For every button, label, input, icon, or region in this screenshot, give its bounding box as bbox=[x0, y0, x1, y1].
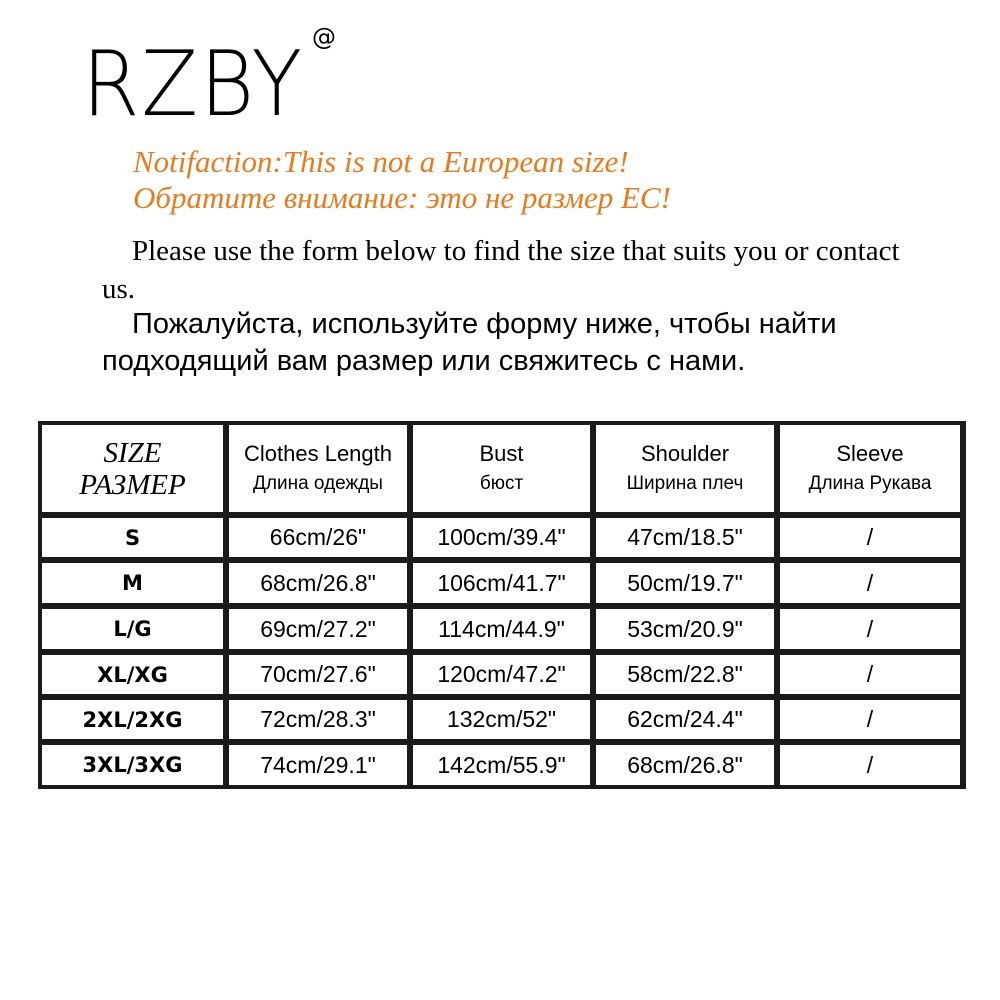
size-label: L/G bbox=[40, 607, 225, 651]
column-header-ru: бюст bbox=[479, 472, 524, 494]
measurement-cell: 100cm/39.4" bbox=[411, 516, 592, 559]
measurement-cell: / bbox=[778, 561, 962, 605]
measurement-cell: 62cm/24.4" bbox=[594, 698, 776, 741]
size-label: 2XL/2XG bbox=[40, 698, 225, 741]
measurement-cell: 72cm/28.3" bbox=[227, 698, 409, 741]
measurement-cell: / bbox=[778, 607, 962, 651]
measurement-cell: 74cm/29.1" bbox=[227, 743, 409, 787]
measurement-cell: 58cm/22.8" bbox=[594, 653, 776, 696]
instructions-en: Please use the form below to find the size that suits you or contact us. bbox=[102, 235, 900, 305]
measurement-cell: 106cm/41.7" bbox=[411, 561, 592, 605]
measurement-cell: 68cm/26.8" bbox=[594, 743, 776, 787]
size-header bbox=[40, 423, 225, 514]
column-header-ru: Ширина плеч bbox=[626, 472, 744, 494]
measurement-cell: 70cm/27.6" bbox=[227, 653, 409, 696]
size-header-en: SIZE bbox=[103, 436, 162, 469]
size-label: 3XL/3XG bbox=[40, 743, 225, 787]
size-label: XL/XG bbox=[40, 653, 225, 696]
size-chart-table bbox=[38, 421, 966, 789]
measurement-cell: / bbox=[778, 516, 962, 559]
column-header-en: Clothes Length bbox=[244, 440, 392, 466]
instructions-ru: Пожалуйста, используйте форму ниже, чтобы найти подходящий вам размер или свяжитесь с нами. bbox=[102, 308, 837, 377]
size-header-ru: РАЗМЕР bbox=[79, 468, 186, 501]
column-header bbox=[594, 423, 776, 514]
measurement-cell: 142cm/55.9" bbox=[411, 743, 592, 787]
measurement-cell: 69cm/27.2" bbox=[227, 607, 409, 651]
column-header bbox=[227, 423, 409, 514]
measurement-cell: 50cm/19.7" bbox=[594, 561, 776, 605]
brand-mark: @ bbox=[312, 23, 336, 51]
measurement-cell: / bbox=[778, 743, 962, 787]
column-header bbox=[778, 423, 962, 514]
size-label: M bbox=[40, 561, 225, 605]
measurement-cell: 53cm/20.9" bbox=[594, 607, 776, 651]
measurement-cell: 120cm/47.2" bbox=[411, 653, 592, 696]
column-header-en: Bust bbox=[479, 440, 524, 466]
column-header bbox=[411, 423, 592, 514]
size-label: S bbox=[40, 516, 225, 559]
measurement-cell: / bbox=[778, 653, 962, 696]
column-header-en: Shoulder bbox=[640, 440, 730, 466]
column-header-en: Sleeve bbox=[836, 440, 904, 466]
notice-en: Notifaction:This is not a European size! bbox=[133, 144, 629, 179]
measurement-cell: 66cm/26" bbox=[227, 516, 409, 559]
brand-name: RZBY bbox=[82, 32, 304, 137]
column-header-ru: Длина Рукава bbox=[808, 472, 932, 494]
measurement-cell: 132cm/52" bbox=[411, 698, 592, 741]
measurement-cell: 68cm/26.8" bbox=[227, 561, 409, 605]
column-header-ru: Длина одежды bbox=[253, 472, 383, 494]
measurement-cell: 114cm/44.9" bbox=[411, 607, 592, 651]
measurement-cell: / bbox=[778, 698, 962, 741]
notice-ru: Обратите внимание: это не размер ЕС! bbox=[133, 180, 671, 215]
measurement-cell: 47cm/18.5" bbox=[594, 516, 776, 559]
